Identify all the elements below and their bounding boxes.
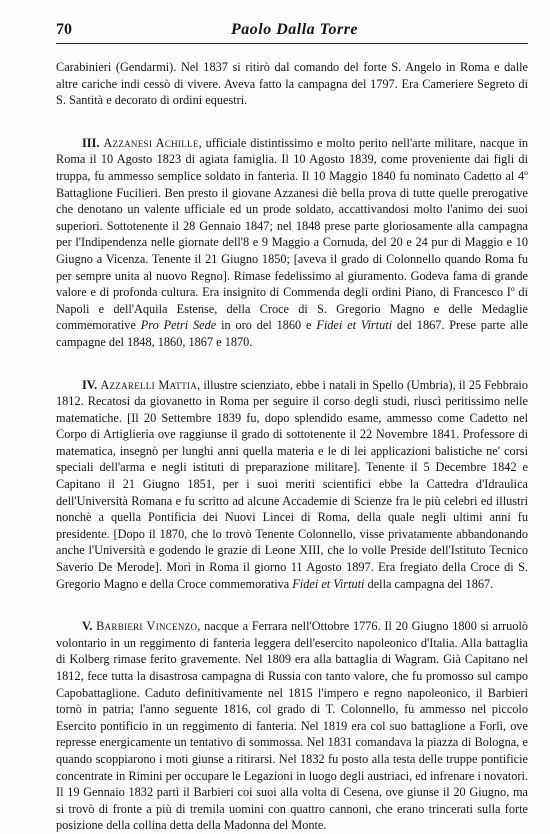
entry-text: , nacque a Ferrara nell'Ottobre 1776. Il 20 Giugno 1800 si arruolò volontario in un reggimento di fanteria leggera dell'esercito napoleonico d'Italia. Alla battaglia di Kolberg rimase ferito gravemente. Nel 1809 era alla battaglia di Wagram. Già Capitano nel 1812, fece tutta la disastrosa campagna di Russia con tanto valore, che fu promosso sul campo Capobattaglione. Caduto definitivamente nel 1815 l'impero e regno napoleonico, il Barbieri tornò in patria; l'anno seguente 1816, col grado di T. Colonnello, fu ammesso nel piccolo Esercito pontificio in un reggimento di fanteria. Nel 1819 era col suo battaglione a Forlì, ove represse energicamente un tentativo di sommossa. Nel 1831 comandava la piazza di Bologna, e quando scoppiarono i moti giunse a ritirarsi. Nel 1832 fu posto alla testa delle truppe pontificie concentrate in Rimini per occupare le Legazioni in luogo degli austriaci, ed infrenare i novatori. Il 19 Gennaio 1832 partì il Barbieri coi suoi alla volta di Cesena, ove giunse il 20 Giugno, ma si trovò di fronte a più di tremila uomini con quattro cannoni, che erano trincerati sulla forte posizione della collina detta della Madonna del Monte. xyxy=(56,619,529,833)
page-header xyxy=(56,18,528,46)
entry-text: , illustre scienziato, ebbe i natali in Spello (Umbria), il 25 Febbraio 1812. Recatosi da giovanetto in Roma per seguire il corso degli studi, riuscì peritissimo nelle matematiche. [Il 20 Settembre 1839 fu, dopo splendido esame, ammesso come Cadetto nel Corpo di Artiglieria ove raggiunse il grado di sottotenente il 22 Novembre 1841. Professore di matematica, insegnò per lunghi anni quella materia e le di lei applicazioni balistiche ne' corsi speciali dell'arma e negli istituti di preparazione militare]. Tenente il 5 Decembre 1842 e Capitano il 21 Giugno 1851, per i suoi meriti scientifici ebbe la Cattedra d'Idraulica dell'Università Romana e fu scritto ad alcune Accademie di Scienze fra le più celebri ed illustri nonchè a quella Pontificia dei Nuovi Lincei di Roma, della quale negli ultimi anni fu presidente. [Dopo il 1870, che lo trovò Tenente Colonnello, visse privatamente abbandonando anche l'Università e godendo le grazie di Leone XIII, che lo volle Preside dell'Istituto Tecnico Saverio De Merode]. Morì in Roma il giorno 11 Agosto 1897. Era fregiato della Croce di S. Gregorio Magno e della Croce commemorativa xyxy=(56,377,528,591)
entry-text: della campagna del 1867. xyxy=(364,576,494,591)
entry-text: , ufficiale distintissimo e molto perito nell'arte militare, nacque in Roma il 10 Agosto 1823 di agiata famiglia. Il 10 Agosto 1839, come proveniente dai figli di truppa, fu ammesso semplice soldato in fanteria. Il 10 Maggio 1840 fu nominato Cadetto al 4º Battaglione Fucilieri. Ben presto il giovane Azzanesi diè bella prova di tutte quelle prerogative che denotano un valente ufficiale ed un prode soldato, accattivandosi molto l'animo dei suoi superiori. Sottotenente il 28 Gennaio 1847; nel 1848 prese parte gloriosamente alla campagna per l'Indipendenza nelle giornate dell'8 e 9 Maggio a Cornuda, del 20 e 24 pur di Maggio e 10 Giugno a Vicenza. Tenente il 21 Giugno 1850; [aveva il grado di Colonnello quando Roma fu per sempre unita al nuovo Regno]. Rimase fedelissimo al giuramento. Godeva fama di grande valore e di profonda cultura. Era insignito di Commenda degli ordini Piano, di Francesco Iº di Napoli e dell'Aquila Estense, della Croce di S. Gregorio Magno e delle Medaglie commemorative xyxy=(56,135,529,333)
entry-text: del 1867. Prese parte alle campagne del 1848, 1860, 1867 e 1870. xyxy=(56,318,528,349)
header-rule xyxy=(56,43,528,44)
entry-numeral: V. xyxy=(82,619,93,634)
entry-azzarelli xyxy=(56,377,528,593)
page-body xyxy=(56,59,528,834)
entry-numeral: III. xyxy=(82,135,100,150)
entry-italic: Pro Petri Sede xyxy=(140,318,217,333)
running-title: Paolo Dalla Torre xyxy=(231,21,359,38)
entry-name: Barbieri Vincenzo xyxy=(96,619,198,634)
page-number: 70 xyxy=(56,21,72,38)
entry-azzanesi xyxy=(56,135,528,351)
entry-text: in oro del 1860 e xyxy=(216,318,317,333)
entry-numeral: IV. xyxy=(82,377,98,392)
entry-barbieri xyxy=(56,618,528,834)
entry-name: Azzanesi Achille xyxy=(103,135,199,150)
paragraph-continuation xyxy=(56,59,528,109)
entry-name: Azzarelli Mattia xyxy=(100,377,198,392)
paragraph-text: Carabinieri (Gendarmi). Nel 1837 si ritirò dal comando del forte S. Angelo in Roma e dalle altre cariche indi cessò di vivere. Aveva fatto la campagna del 1797. Era Cameriere Segreto di S. Santità e decorato di ordini equestri. xyxy=(56,60,528,108)
entry-italic: Fidei et Virtuti xyxy=(292,576,365,591)
entry-italic: Fidei et Virtuti xyxy=(316,318,393,333)
